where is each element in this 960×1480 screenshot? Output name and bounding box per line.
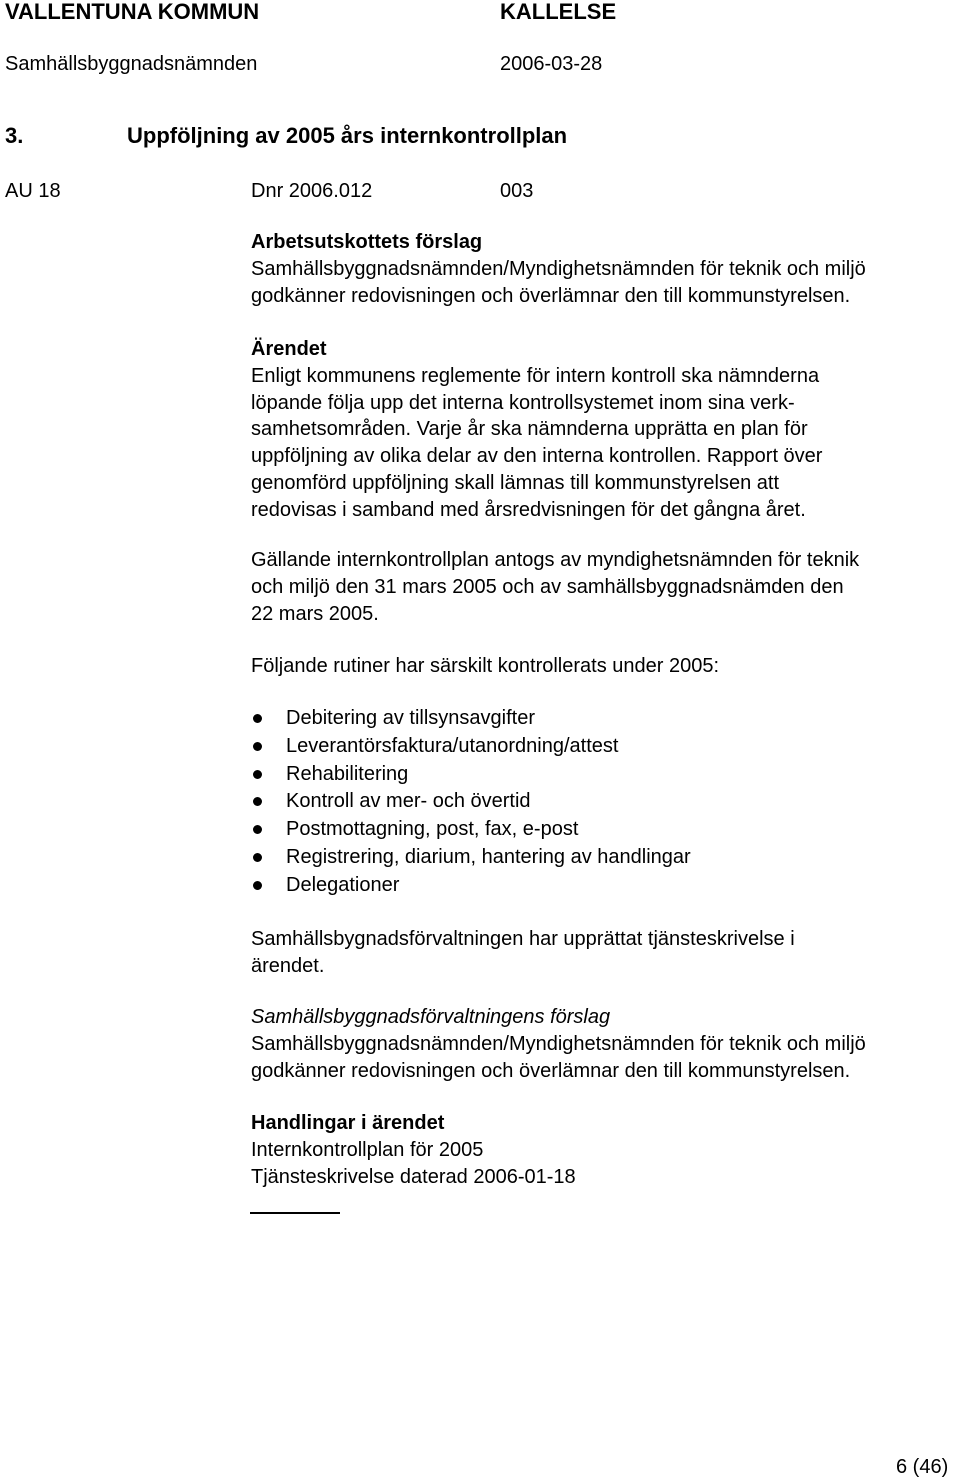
item-number: 3. — [5, 123, 24, 148]
list-item: Leverantörsfaktura/utanordning/attest — [251, 733, 691, 761]
bullet-icon — [253, 770, 262, 779]
document-item: Tjänsteskrivelse daterad 2006-01-18 — [251, 1165, 576, 1188]
documents-heading: Handlingar i ärendet — [251, 1112, 445, 1134]
list-item: Kontroll av mer- och övertid — [251, 788, 691, 816]
matter-heading: Ärendet — [251, 338, 327, 360]
dnr-suffix: 003 — [500, 180, 534, 202]
matter-paragraph-line: löpande följa upp det interna kontrollsystemet inom sina verk- — [251, 391, 795, 414]
bullet-icon — [253, 714, 262, 723]
document-date: 2006-03-28 — [500, 53, 603, 75]
matter-paragraph-line: uppföljning av olika delar av den interna kontrollen. Rapport över — [251, 445, 823, 468]
bullet-icon — [253, 853, 262, 862]
plan-paragraph-line: 22 mars 2005. — [251, 602, 379, 625]
matter-paragraph-line: samhetsområden. Varje år ska nämnderna upprätta en plan för — [251, 418, 808, 441]
matter-section — [251, 336, 956, 524]
section-divider — [250, 1212, 340, 1214]
documents-section — [251, 1110, 956, 1190]
matter-paragraph-line: genomförd uppföljning skall lämnas till kommunstyrelsen att — [251, 471, 780, 494]
committee-proposal-line: Samhällsbyggnadsnämnden/Myndighetsnämnden för teknik och miljö — [251, 257, 866, 280]
bullet-icon — [253, 825, 262, 834]
list-item: Rehabilitering — [251, 761, 691, 789]
statement-line: Samhällsbygnadsförvaltningen har upprättat tjänsteskrivelse i — [251, 928, 795, 950]
item-title: Uppföljning av 2005 års internkontrollplan — [127, 123, 568, 148]
list-item: Delegationer — [251, 872, 691, 900]
committee-name: Samhällsbyggnadsnämnden — [5, 53, 258, 75]
list-item: Postmottagning, post, fax, e-post — [251, 816, 691, 844]
bullet-icon — [253, 742, 262, 751]
admin-proposal-heading: Samhällsbyggnadsförvaltningens förslag — [251, 1006, 611, 1028]
page-number: 6 (46) — [896, 1456, 949, 1478]
admin-proposal-line: Samhällsbyggnadsnämnden/Myndighetsnämnden för teknik och miljö — [251, 1032, 866, 1055]
matter-paragraph-line: Enligt kommunens reglemente för intern kontroll ska nämnderna — [251, 364, 820, 387]
routines-intro: Följande rutiner har särskilt kontrollerats under 2005: — [251, 655, 720, 677]
admin-proposal-section — [251, 1004, 956, 1084]
statement-paragraph — [251, 926, 956, 980]
au-reference: AU 18 — [5, 180, 61, 202]
plan-paragraph-line: Gällande internkontrollplan antogs av myndighetsnämnden för teknik — [251, 549, 860, 571]
list-item: Registrering, diarium, hantering av handlingar — [251, 844, 691, 872]
admin-proposal-line: godkänner redovisningen och överlämnar den till kommunstyrelsen. — [251, 1059, 851, 1082]
list-item: Debitering av tillsynsavgifter — [251, 705, 691, 733]
committee-proposal-section — [251, 229, 956, 309]
routines-list — [251, 705, 691, 900]
committee-proposal-line: godkänner redovisningen och överlämnar den till kommunstyrelsen. — [251, 284, 851, 307]
municipality-name: VALLENTUNA KOMMUN — [5, 0, 260, 24]
committee-proposal-heading: Arbetsutskottets förslag — [251, 231, 483, 253]
bullet-icon — [253, 797, 262, 806]
plan-paragraph — [251, 547, 956, 627]
document-item: Internkontrollplan för 2005 — [251, 1138, 484, 1161]
bullet-icon — [253, 881, 262, 890]
statement-line: ärendet. — [251, 954, 325, 977]
document-type: KALLELSE — [500, 0, 617, 24]
dnr-reference: Dnr 2006.012 — [251, 180, 373, 202]
matter-paragraph-line: redovisas i samband med årsredvisningen för det gångna året. — [251, 498, 806, 521]
plan-paragraph-line: och miljö den 31 mars 2005 och av samhällsbyggnadsnämden den — [251, 575, 844, 598]
